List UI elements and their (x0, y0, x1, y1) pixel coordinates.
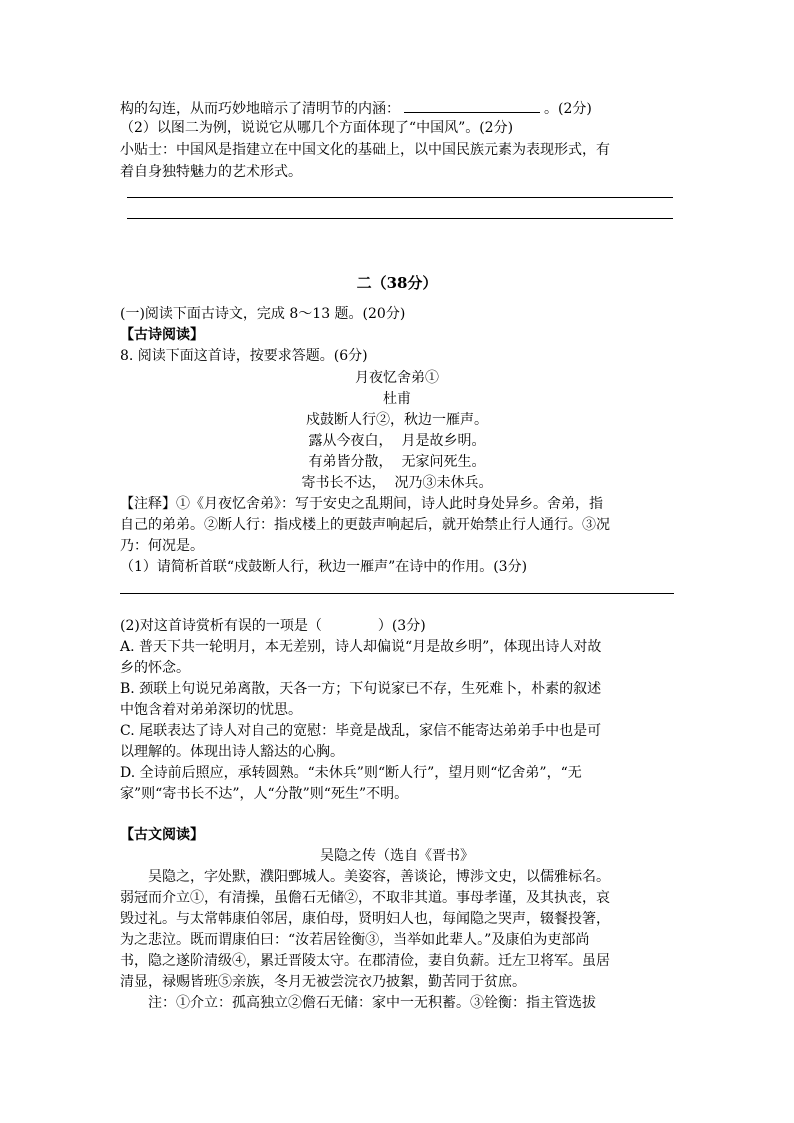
question-7-2: （2）以图二为例，说说它从哪几个方面体现了“中国风”。(2分) (120, 120, 514, 136)
poetry-heading: 【古诗阅读】 (120, 327, 204, 343)
option-c-cont: 以理解的。体现出诗人豁达的心胸。 (120, 744, 344, 760)
prose-line: 为之悲泣。既而谓康伯曰：“汝若居铨衡③，当举如此辈人。”及康伯为吏部尚 (120, 932, 590, 948)
section-title: 二（38分） (356, 274, 438, 292)
question-points: 。(2分) (544, 101, 592, 117)
prose-footnote: 注：①介立：孤高独立②儋石无储：家中一无积蓄。③铨衡：指主管选拔 (148, 995, 596, 1011)
question-points: ）(3分) (377, 618, 426, 634)
tip-line-2: 着自身独特魅力的艺术形式。 (120, 164, 302, 180)
option-b: B. 颈联上句说兄弟离散，天各一方；下句说家已不存，生死难卜，朴素的叙述 (120, 681, 602, 697)
poem-line: 有弟皆分散， 无家问死生。 (308, 454, 486, 470)
question-text: (2)对这首诗赏析有误的一项是（ (120, 618, 322, 634)
option-d: D. 全诗前后照应，承转圆熟。“未休兵”则“断人行”，望月则“忆舍弟”，“无 (120, 765, 582, 781)
poem-line: 露从今夜白， 月是故乡明。 (308, 433, 486, 449)
poem-author: 杜甫 (383, 391, 411, 407)
prose-title: 吴隐之传（选自《晋书》 (320, 848, 474, 864)
answer-line[interactable] (120, 593, 674, 594)
tip-line-1: 小贴士：中国风是指建立在中国文化的基础上，以中国民族元素为表现形式，有 (120, 142, 610, 158)
prose-heading: 【古文阅读】 (120, 827, 204, 843)
section-intro: (一)阅读下面古诗文，完成 8～13 题。(20分) (120, 306, 406, 322)
option-a: A. 普天下共一轮明月，本无差别，诗人却偏说“月是故乡明”，体现出诗人对故 (120, 639, 602, 655)
answer-blank[interactable] (404, 96, 540, 113)
prose-line: 吴隐之，字处默，濮阳鄄城人。美姿容，善谈论，博涉文史，以儒雅标名。 (148, 869, 610, 885)
prose-line: 清显，禄赐皆班⑤亲族，冬月无被尝浣衣乃披絮，勤苦同于贫庶。 (120, 974, 526, 990)
question-8-1: （1）请简析首联“戍鼓断人行，秋边一雁声”在诗中的作用。(3分) (120, 559, 528, 575)
poem-title: 月夜忆舍弟① (355, 370, 439, 386)
annotation-line-1: 【注释】①《月夜忆舍弟》：写于安史之乱期间，诗人此时身处异乡。舍弟，指 (120, 496, 603, 512)
option-b-cont: 中饱含着对弟弟深切的忧思。 (120, 702, 302, 718)
answer-line[interactable] (127, 197, 673, 198)
poem-line: 戍鼓断人行②，秋边一雁声。 (306, 412, 488, 428)
annotation-line-2: 自己的弟弟。②断人行：指戍楼上的更鼓声响起后，就开始禁止行人通行。③况 (120, 517, 610, 533)
prose-line: 弱冠而介立①，有清操，虽儋石无储②，不取非其道。事母孝谨，及其执丧，哀 (120, 890, 610, 906)
option-d-cont: 家”则“寄书长不达”，人“分散”则“死生”不明。 (120, 786, 409, 802)
poem-line: 寄书长不达， 况乃③未休兵。 (301, 475, 493, 491)
question-8: 8. 阅读下面这首诗，按要求答题。(6分) (120, 348, 368, 364)
annotation-line-3: 乃：何况是。 (120, 538, 204, 554)
answer-line[interactable] (127, 218, 673, 219)
option-c: C. 尾联表达了诗人对自己的宽慰：毕竟是战乱，家信不能寄达弟弟手中也是可 (120, 723, 602, 739)
prose-line: 毁过礼。与太常韩康伯邻居，康伯母，贤明妇人也，每闻隐之哭声，辍餐投箸， (120, 911, 610, 927)
question-7-1-continuation (120, 96, 592, 119)
option-a-cont: 乡的怀念。 (120, 660, 190, 676)
prose-line: 书，隐之遂阶清级④，累迁晋陵太守。在郡清俭，妻自负薪。迁左卫将军。虽居 (120, 953, 610, 969)
question-8-2 (120, 616, 426, 636)
question-text: 构的勾连，从而巧妙地暗示了清明节的内涵： (120, 101, 400, 117)
